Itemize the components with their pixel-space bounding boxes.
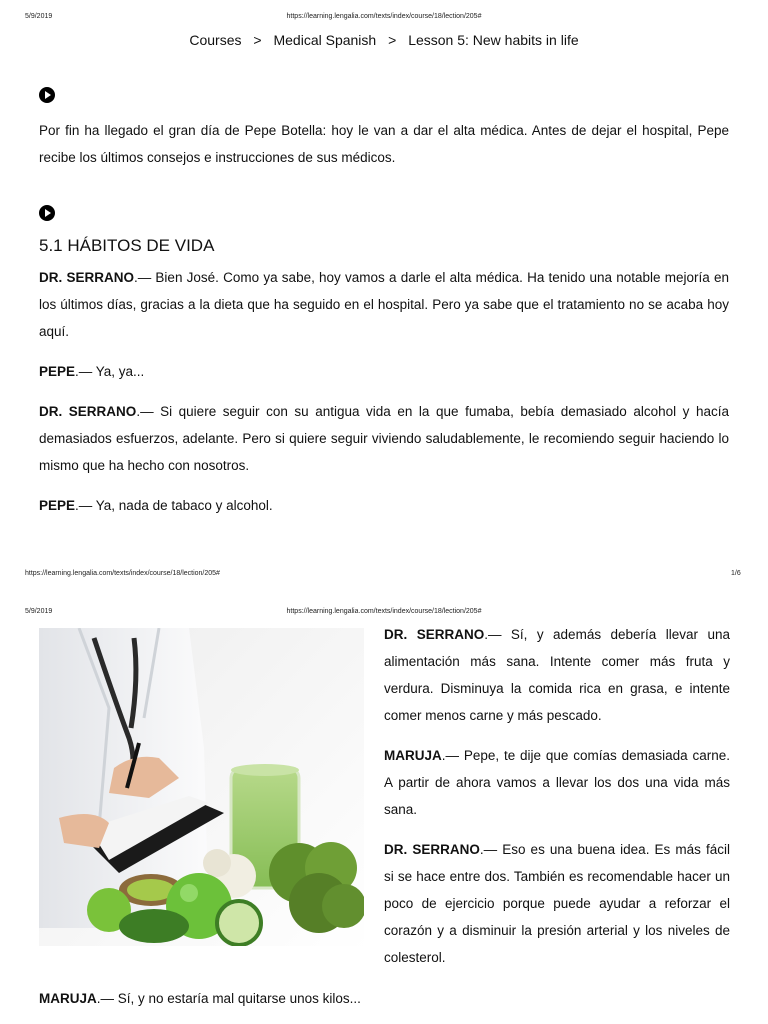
dialogue-line	[39, 492, 729, 519]
speaker-name: PEPE	[39, 498, 76, 513]
dialogue-line	[384, 836, 730, 971]
intro-paragraph: Por fin ha llegado el gran día de Pepe Botella: hoy le van a dar el alta médica. Antes de dejar el hospital, Pepe recibe los últimos consejos e instrucciones de sus médicos.	[39, 123, 729, 165]
dialogue-text: .— Eso es una buena idea. Es más fácil si se hace entre dos. También es recomendable hacer un poco de ejercicio porque puede ayudar a reforzar el corazón y a disminuir la presión arterial y los niveles de colesterol.	[384, 842, 730, 965]
breadcrumb-separator: >	[388, 32, 397, 48]
breadcrumb-course[interactable]: Medical Spanish	[273, 32, 377, 48]
dialogue-line	[39, 264, 729, 345]
breadcrumb	[0, 32, 768, 48]
speaker-name: DR. SERRANO	[39, 270, 134, 285]
speaker-name: DR. SERRANO	[384, 627, 485, 642]
dialogue-line	[384, 742, 730, 823]
speaker-name: DR. SERRANO	[384, 842, 480, 857]
dialogue-line	[384, 621, 730, 729]
dialogue-line	[39, 985, 729, 1012]
print-url-header: https://learning.lengalia.com/texts/index/course/18/lection/205#	[286, 13, 482, 20]
print-date: 5/9/2019	[25, 608, 53, 615]
play-audio-icon[interactable]	[39, 205, 55, 221]
breadcrumb-separator: >	[253, 32, 262, 48]
speaker-name: DR. SERRANO	[39, 404, 137, 419]
dialogue-text: .— Sí, y además debería llevar una alimentación más sana. Intente comer más fruta y verdura. Disminuya la comida rica en grasa, e intente comer menos carne y más pescado.	[384, 627, 730, 723]
dialogue-text: .— Sí, y no estaría mal quitarse unos kilos...	[96, 991, 361, 1006]
document-page-2	[0, 600, 768, 1024]
dialogue-line	[39, 398, 729, 479]
speaker-name: MARUJA	[39, 991, 97, 1006]
speaker-name: MARUJA	[384, 748, 442, 763]
speaker-name: PEPE	[39, 364, 76, 379]
print-url-header: https://learning.lengalia.com/texts/index/course/18/lection/205#	[286, 608, 482, 615]
breadcrumb-lesson: Lesson 5: New habits in life	[408, 32, 579, 48]
print-date: 5/9/2019	[25, 13, 53, 20]
dialogue-text: .— Ya, ya...	[75, 364, 145, 379]
play-audio-icon[interactable]	[39, 87, 55, 103]
section-title: 5.1 HÁBITOS DE VIDA	[39, 236, 215, 255]
doctor-vegetables-photo	[39, 628, 364, 954]
dialogue-line	[39, 358, 729, 385]
dialogue-text: .— Bien José. Como ya sabe, hoy vamos a darle el alta médica. Ha tenido una notable mejoría en los últimos días, gracias a la dieta que ha seguido en el hospital. Pero ya sabe que el tratamiento no se acaba hoy aquí.	[39, 270, 729, 339]
breadcrumb-courses[interactable]: Courses	[189, 32, 242, 48]
dialogue-text: .— Si quiere seguir con su antigua vida en la que fumaba, bebía demasiado alcohol y hacía demasiados esfuerzos, adelante. Pero si quiere seguir viviendo saludablemente, le recomiendo seguir haciendo lo mismo que ha hecho con nosotros.	[39, 404, 729, 473]
dialogue-text: .— Ya, nada de tabaco y alcohol.	[75, 498, 273, 513]
print-url-footer: https://learning.lengalia.com/texts/index/course/18/lection/205#	[25, 570, 220, 577]
page-number: 1/6	[731, 570, 741, 577]
dialogue-text: .— Pepe, te dije que comías demasiada carne. A partir de ahora vamos a llevar los dos una vida más sana.	[384, 748, 730, 817]
